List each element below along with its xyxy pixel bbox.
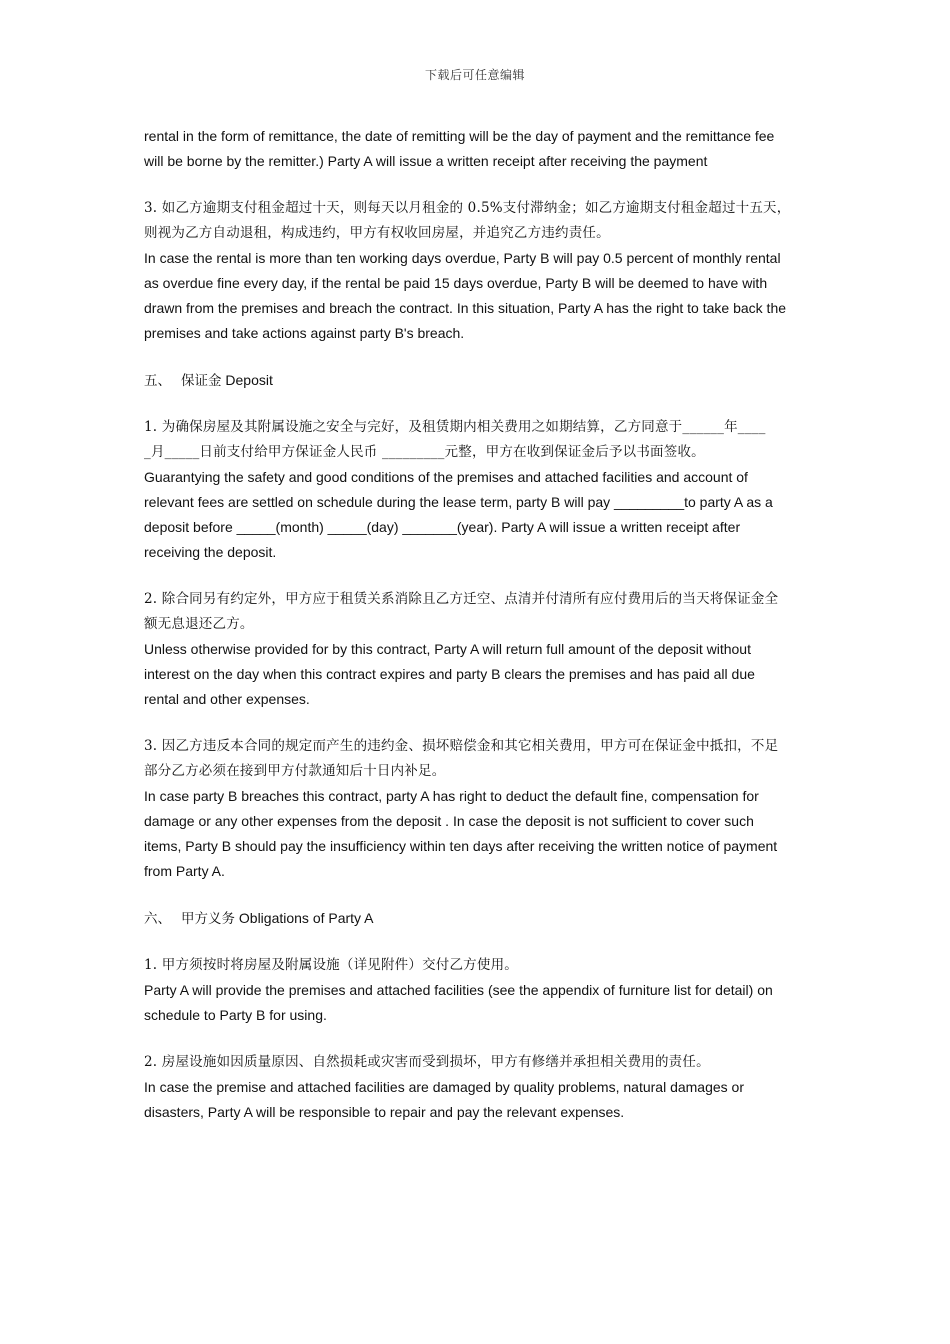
text-line-en: Party A will provide the premises and attached facilities (see the appendix of furniture list for detail) on <box>144 982 773 998</box>
section-title-cn: 保证金 <box>181 373 222 389</box>
text-line-cn: 3. 因乙方违反本合同的规定而产生的违约金、损坏赔偿金和其它相关费用，甲方可在保证金中抵扣，不足 <box>144 738 779 754</box>
text-line-en: In case party B breaches this contract, party A has right to deduct the default fine, compensation for <box>144 788 759 804</box>
text-line-cn: 2. 除合同另有约定外，甲方应于租赁关系消除且乙方迁空、点清并付清所有应付费用后的当天将保证金全 <box>144 591 779 607</box>
text-line-en: will be borne by the remitter.) Party A will issue a written receipt after receiving the payment <box>144 153 708 169</box>
page-header: 下载后可任意编辑 <box>424 68 525 82</box>
text-line-en: Guarantying the safety and good conditions of the premises and attached facilities and account of <box>144 469 748 485</box>
section-title-cn: 甲方义务 <box>181 911 235 927</box>
section-number: 六、 <box>144 911 171 927</box>
paragraph-gap <box>144 393 810 415</box>
text-line-en: drawn from the premises and breach the contract. In this situation, Party A has the right to take back the <box>144 300 787 316</box>
text-line-en: receiving the deposit. <box>144 544 277 560</box>
paragraph <box>144 953 810 1028</box>
text-line-en: deposit before _____(month) _____(day) _______(year). Party A will issue a written receipt after <box>144 519 741 535</box>
section-heading <box>144 906 810 931</box>
section-title-en: Deposit <box>221 372 273 388</box>
paragraph <box>144 587 810 712</box>
text-line-en: In case the premise and attached facilities are damaged by quality problems, natural damages or <box>144 1079 745 1095</box>
section-number: 五、 <box>144 373 171 389</box>
text-line-cn: 1. 为确保房屋及其附属设施之安全与完好，及租赁期内相关费用之如期结算，乙方同意于______年____ <box>144 419 766 435</box>
text-line-en: damage or any other expenses from the deposit . In case the deposit is not sufficient to cover such <box>144 813 754 829</box>
paragraph <box>144 124 810 174</box>
section-heading <box>144 368 810 393</box>
text-line-cn: 1. 甲方须按时将房屋及附属设施（详见附件）交付乙方使用。 <box>144 957 518 973</box>
paragraph-gap <box>144 346 810 368</box>
paragraph <box>144 196 810 346</box>
text-line-en: Unless otherwise provided for by this contract, Party A will return full amount of the deposit without <box>144 641 751 657</box>
paragraph-gap <box>144 565 810 587</box>
paragraph-gap <box>144 931 810 953</box>
text-line-en: schedule to Party B for using. <box>144 1007 327 1023</box>
text-line-en: premises and take actions against party B's breach. <box>144 325 465 341</box>
paragraph <box>144 734 810 884</box>
text-line-en: items, Party B should pay the insufficiency within ten days after receiving the written notice of payment <box>144 838 778 854</box>
document-body <box>144 124 810 1125</box>
paragraph <box>144 415 810 565</box>
paragraph-gap <box>144 174 810 196</box>
text-line-en: rental and other expenses. <box>144 691 310 707</box>
text-line-en: relevant fees are settled on schedule during the lease term, party B will pay _________to party A as a <box>144 494 773 510</box>
text-line-en: interest on the day when this contract expires and party B clears the premises and has paid all due <box>144 666 755 682</box>
text-line-cn: 2. 房屋设施如因质量原因、自然损耗或灾害而受到损坏，甲方有修缮并承担相关费用的责任。 <box>144 1054 710 1070</box>
text-line-cn: 3. 如乙方逾期支付租金超过十天，则每天以月租金的 0.5%支付滞纳金；如乙方逾期支付租金超过十五天， <box>144 200 791 216</box>
paragraph-gap <box>144 1028 810 1050</box>
text-line-cn: _月_____日前支付给甲方保证金人民币 _________元整，甲方在收到保证金后予以书面签收。 <box>144 444 705 460</box>
paragraph-gap <box>144 712 810 734</box>
text-line-cn: 额无息退还乙方。 <box>144 616 254 632</box>
paragraph <box>144 1050 810 1125</box>
text-line-en: disasters, Party A will be responsible to repair and pay the relevant expenses. <box>144 1104 625 1120</box>
text-line-cn: 则视为乙方自动退租，构成违约，甲方有权收回房屋，并追究乙方违约责任。 <box>144 225 610 241</box>
text-line-en: rental in the form of remittance, the date of remitting will be the day of payment and the remittance fee <box>144 128 775 144</box>
text-line-cn: 部分乙方必须在接到甲方付款通知后十日内补足。 <box>144 763 446 779</box>
section-title-en: Obligations of Party A <box>235 910 374 926</box>
text-line-en: In case the rental is more than ten working days overdue, Party B will pay 0.5 percent of monthly rental <box>144 250 781 266</box>
text-line-en: as overdue fine every day, if the rental be paid 15 days overdue, Party B will be deemed to have with <box>144 275 768 291</box>
text-line-en: from Party A. <box>144 863 225 879</box>
paragraph-gap <box>144 884 810 906</box>
